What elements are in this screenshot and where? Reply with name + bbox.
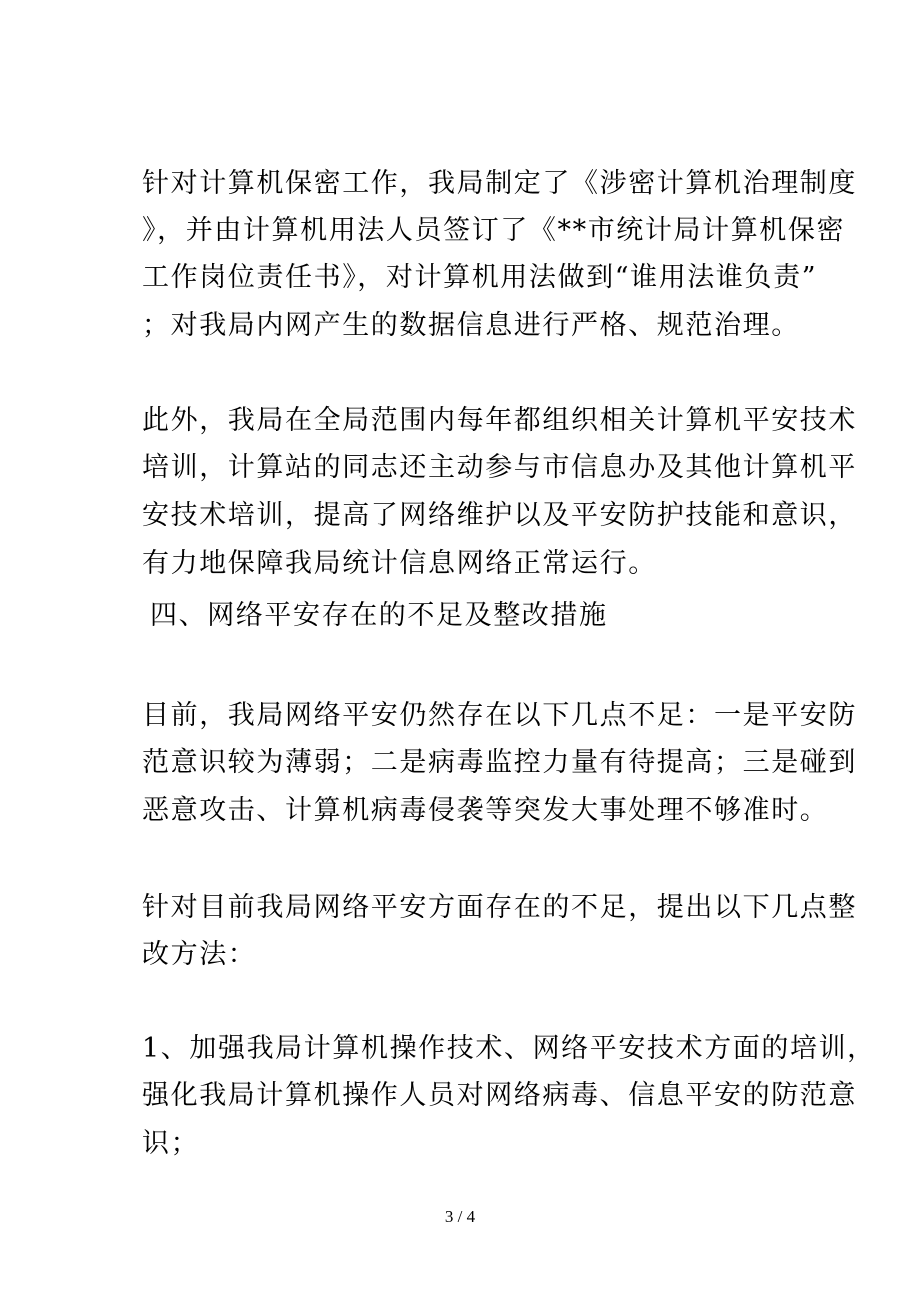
text-line: 针对目前我局网络平安方面存在的不足，提出以下几点整 xyxy=(142,892,857,923)
text-line: 此外，我局在全局范围内每年都组织相关计算机平安技术 xyxy=(142,405,857,436)
text-line: 工作岗位责任书》，对计算机用法做到“谁用法谁负责” xyxy=(142,262,818,293)
text-line: 1、加强我局计算机操作技术、网络平安技术方面的培训， xyxy=(142,1033,876,1064)
text-line: 强化我局计算机操作人员对网络病毒、信息平安的防范意 xyxy=(142,1080,857,1111)
text-line: 培训，计算站的同志还主动参与市信息办及其他计算机平 xyxy=(142,452,857,483)
page-number: 3 / 4 xyxy=(444,1207,476,1226)
text-line: ；对我局内网产生的数据信息进行严格、规范治理。 xyxy=(142,310,800,341)
text-line: 识； xyxy=(142,1128,200,1159)
text-line: 改方法： xyxy=(142,939,257,970)
text-line: 安技术培训，提高了网络维护以及平安防护技能和意识， xyxy=(142,500,857,531)
text-line: 》，并由计算机用法人员签订了《**市统计局计算机保密 xyxy=(142,215,846,246)
text-line: 有力地保障我局统计信息网络正常运行。 xyxy=(142,548,657,579)
text-line: 恶意攻击、计算机病毒侵袭等突发大事处理不够准时。 xyxy=(142,795,829,826)
text-line: 目前，我局网络平安仍然存在以下几点不足：一是平安防 xyxy=(142,700,857,731)
section-heading: 四、网络平安存在的不足及整改措施 xyxy=(150,600,608,631)
text-line: 范意识较为薄弱；二是病毒监控力量有待提高；三是碰到 xyxy=(142,747,857,778)
text-line: 针对计算机保密工作，我局制定了《涉密计算机治理制度 xyxy=(142,168,857,199)
